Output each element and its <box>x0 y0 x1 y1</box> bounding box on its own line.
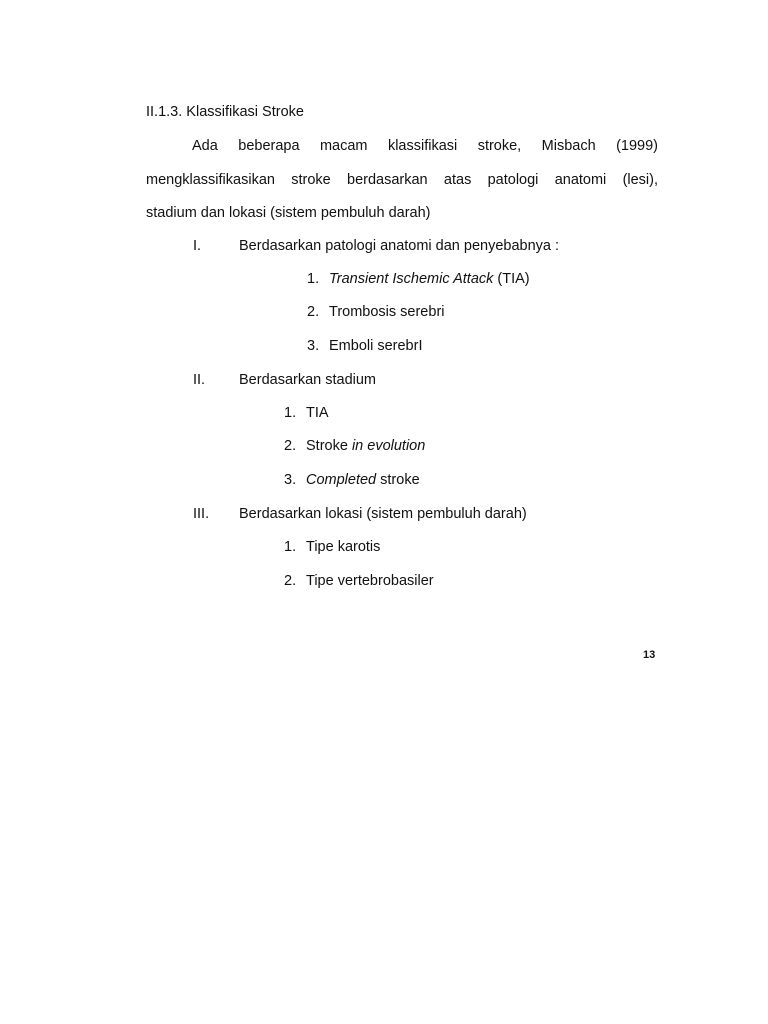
list-item-number: 1. <box>284 405 297 421</box>
group-title: Berdasarkan lokasi (sistem pembuluh darah) <box>239 506 527 522</box>
paragraph-line-3: stadium dan lokasi (sistem pembuluh darah) <box>146 205 431 221</box>
list-item-number: 3. <box>307 338 320 354</box>
list-item: Tipe karotis <box>306 539 381 555</box>
section-heading: II.1.3. Klassifikasi Stroke <box>146 104 304 120</box>
list-item: TIA <box>306 405 329 421</box>
paragraph-line-1: Ada beberapa macam klassifikasi stroke, Misbach (1999) <box>192 138 658 154</box>
list-item: Trombosis serebri <box>329 304 445 320</box>
list-item-number: 2. <box>307 304 320 320</box>
list-item: Completed stroke <box>306 472 420 488</box>
group-numeral: II. <box>193 372 206 388</box>
list-item: Tipe vertebrobasiler <box>306 573 434 589</box>
list-item-number: 1. <box>284 539 297 555</box>
list-item: Transient Ischemic Attack (TIA) <box>329 271 530 287</box>
group-title: Berdasarkan patologi anatomi dan penyebabnya : <box>239 238 560 254</box>
list-item-number: 2. <box>284 573 297 589</box>
group-numeral: I. <box>193 238 202 254</box>
intro-paragraph <box>146 137 658 238</box>
paragraph-line-2: mengklassifikasikan stroke berdasarkan atas patologi anatomi (lesi), <box>146 171 659 188</box>
list-item-number: 2. <box>284 438 297 454</box>
list-item-number: 3. <box>284 472 297 488</box>
group-numeral: III. <box>193 506 210 522</box>
list-item: Emboli serebrI <box>329 338 423 354</box>
list-item-number: 1. <box>307 271 320 287</box>
page-number: 13 <box>643 649 656 661</box>
group-title: Berdasarkan stadium <box>239 372 377 388</box>
list-item: Stroke in evolution <box>306 438 426 454</box>
